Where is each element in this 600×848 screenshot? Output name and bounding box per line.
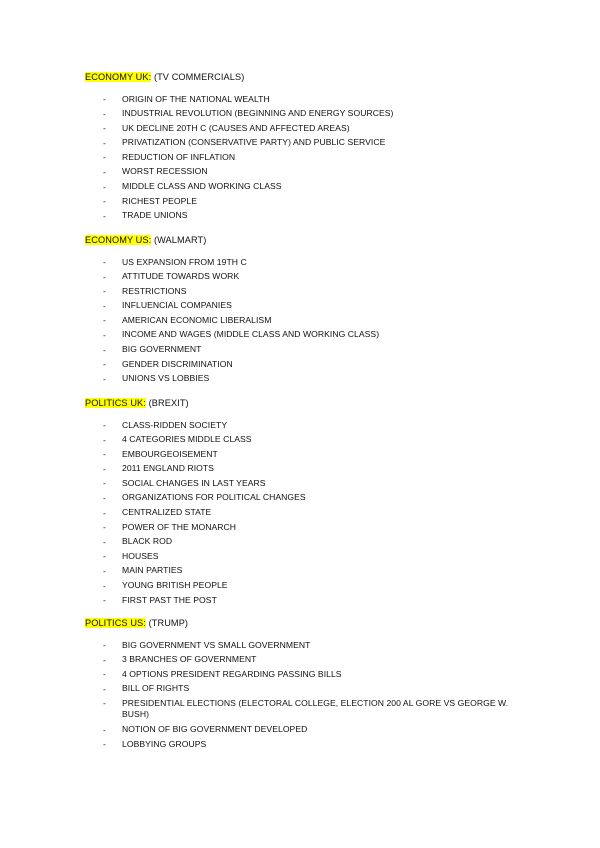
bullet-dash: - <box>103 94 106 104</box>
section-politics-us <box>85 617 515 750</box>
bullet-dash: - <box>103 698 106 709</box>
bullet-dash: - <box>103 286 106 297</box>
list-item: - INFLUENCIAL COMPANIES <box>103 299 513 314</box>
list-item: - INDUSTRIAL REVOLUTION (BEGINNING AND ENERGY SOURCES) <box>103 107 513 122</box>
bullet-dash: - <box>103 463 106 474</box>
bullet-dash: - <box>103 654 106 665</box>
bullet-dash: - <box>103 373 106 384</box>
bullet-dash: - <box>103 257 106 267</box>
bullet-dash: - <box>103 683 106 694</box>
list-item: - BILL OF RIGHTS <box>103 682 513 697</box>
bullet-dash: - <box>103 522 106 533</box>
bullet-dash: - <box>103 123 106 134</box>
bullet-dash: - <box>103 449 106 460</box>
section-heading <box>85 397 515 409</box>
list-item: - BIG GOVERNMENT <box>103 343 513 358</box>
section-economy-uk <box>85 71 515 221</box>
bullet-dash: - <box>103 580 106 591</box>
heading-note: (TRUMP) <box>148 618 189 628</box>
bullet-dash: - <box>103 724 106 735</box>
heading-label-highlighted: ECONOMY UK: <box>85 72 152 82</box>
bullet-dash: - <box>103 329 106 340</box>
bullet-dash: - <box>103 507 106 518</box>
bullet-dash: - <box>103 137 106 148</box>
topic-list <box>103 92 513 223</box>
heading-note: (BREXIT) <box>148 398 189 408</box>
bullet-dash: - <box>103 669 106 680</box>
list-item: - RESTRICTIONS <box>103 284 513 299</box>
heading-label-highlighted: POLITICS US: <box>85 618 146 628</box>
bullet-dash: - <box>103 108 106 119</box>
list-item: - TRADE UNIONS <box>103 209 513 224</box>
bullet-dash: - <box>103 359 106 370</box>
list-item: - YOUNG BRITISH PEOPLE <box>103 579 513 594</box>
list-item: - UK DECLINE 20TH C (CAUSES AND AFFECTED AREAS) <box>103 121 513 136</box>
list-item: - CLASS-RIDDEN SOCIETY <box>103 418 513 433</box>
bullet-dash: - <box>103 152 106 163</box>
list-item: - 3 BRANCHES OF GOVERNMENT <box>103 653 513 668</box>
bullet-dash: - <box>103 166 106 177</box>
list-item: - HOUSES <box>103 549 513 564</box>
bullet-dash: - <box>103 536 106 547</box>
section-heading <box>85 617 515 629</box>
list-item: - SOCIAL CHANGES IN LAST YEARS <box>103 476 513 491</box>
bullet-dash: - <box>103 271 106 282</box>
list-item: - FIRST PAST THE POST <box>103 593 513 608</box>
bullet-dash: - <box>103 492 106 503</box>
topic-list <box>103 638 513 752</box>
bullet-dash: - <box>103 420 106 430</box>
heading-label-highlighted: ECONOMY US: <box>85 235 152 245</box>
list-item: - ORGANIZATIONS FOR POLITICAL CHANGES <box>103 491 513 506</box>
section-heading <box>85 71 515 83</box>
list-item: - MIDDLE CLASS AND WORKING CLASS <box>103 180 513 195</box>
list-item: - PRIVATIZATION (CONSERVATIVE PARTY) AND PUBLIC SERVICE <box>103 136 513 151</box>
topic-list <box>103 255 513 386</box>
bullet-dash: - <box>103 434 106 445</box>
bullet-dash: - <box>103 315 106 326</box>
bullet-dash: - <box>103 551 106 562</box>
section-heading <box>85 234 515 246</box>
list-item: - NOTION OF BIG GOVERNMENT DEVELOPED <box>103 723 513 738</box>
list-item: - EMBOURGEOISEMENT <box>103 447 513 462</box>
heading-note: (TV COMMERCIALS) <box>153 72 245 82</box>
heading-label-highlighted: POLITICS UK: <box>85 398 146 408</box>
list-item: - BIG GOVERNMENT VS SMALL GOVERNMENT <box>103 638 513 653</box>
bullet-dash: - <box>103 739 106 750</box>
bullet-dash: - <box>103 181 106 192</box>
bullet-dash: - <box>103 640 106 650</box>
topic-list <box>103 418 513 608</box>
section-politics-uk <box>85 397 515 606</box>
list-item: - PRESIDENTIAL ELECTIONS (ELECTORAL COLLEGE, ELECTION 200 AL GORE VS GEORGE W. BUSH) <box>103 697 509 720</box>
list-item: - BLACK ROD <box>103 535 513 550</box>
list-item: - REDUCTION OF INFLATION <box>103 150 513 165</box>
list-item: - ORIGIN OF THE NATIONAL WEALTH <box>103 92 513 107</box>
heading-note: (WALMART) <box>153 235 207 245</box>
list-item: - LOBBYING GROUPS <box>103 737 513 752</box>
list-item: - ATTITUDE TOWARDS WORK <box>103 270 513 285</box>
list-item: - 2011 ENGLAND RIOTS <box>103 462 513 477</box>
list-item: - CENTRALIZED STATE <box>103 506 513 521</box>
list-item: - 4 OPTIONS PRESIDENT REGARDING PASSING BILLS <box>103 667 513 682</box>
list-item: - WORST RECESSION <box>103 165 513 180</box>
bullet-dash: - <box>103 344 106 355</box>
bullet-dash: - <box>103 478 106 489</box>
bullet-dash: - <box>103 595 106 606</box>
bullet-dash: - <box>103 300 106 311</box>
list-item: - RICHEST PEOPLE <box>103 194 513 209</box>
list-item: - US EXPANSION FROM 19TH C <box>103 255 513 270</box>
bullet-dash: - <box>103 565 106 576</box>
bullet-dash: - <box>103 196 106 207</box>
list-item: - POWER OF THE MONARCH <box>103 520 513 535</box>
list-item: - MAIN PARTIES <box>103 564 513 579</box>
list-item: - UNIONS VS LOBBIES <box>103 372 513 387</box>
list-item: - INCOME AND WAGES (MIDDLE CLASS AND WORKING CLASS) <box>103 328 513 343</box>
bullet-dash: - <box>103 210 106 221</box>
list-item: - GENDER DISCRIMINATION <box>103 357 513 372</box>
list-item: - 4 CATEGORIES MIDDLE CLASS <box>103 433 513 448</box>
section-economy-us <box>85 234 515 384</box>
list-item: - AMERICAN ECONOMIC LIBERALISM <box>103 313 513 328</box>
